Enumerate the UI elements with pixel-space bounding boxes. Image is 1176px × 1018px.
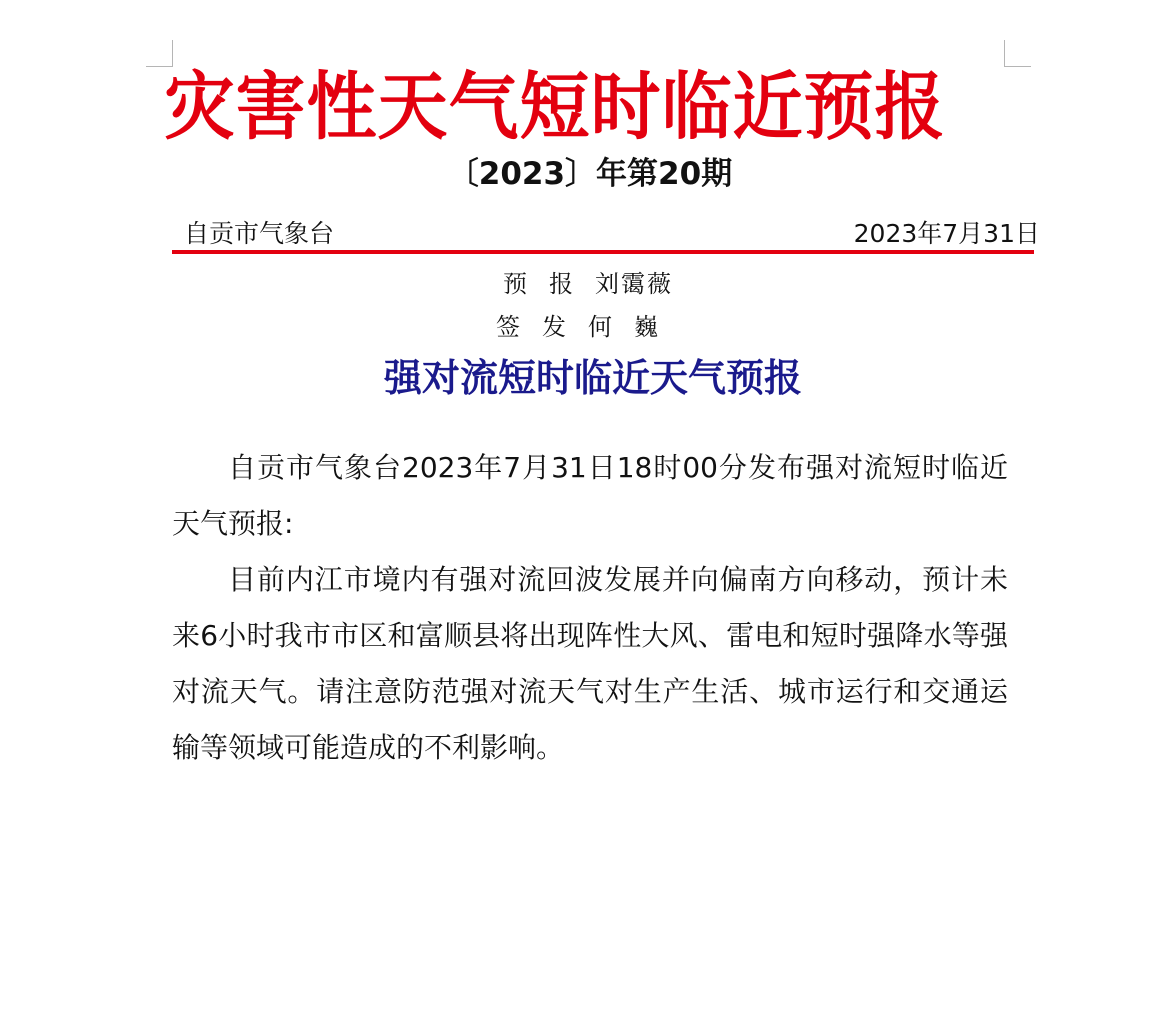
document-body [172,440,1008,776]
body-paragraph: 目前内江市境内有强对流回波发展并向偏南方向移动，预计未来6小时我市市区和富顺县将出现阵性大风、雷电和短时强降水等强对流天气。请注意防范强对流天气对生产生活、城市运行和交通运输等领域可能造成的不利影响。 [172,563,1008,764]
forecaster-line [400,268,776,300]
masthead-title: 灾害性天气短时临近预报 [164,63,946,151]
approver-line [400,311,776,343]
approver-label: 签发 [496,313,588,341]
body-paragraph: 自贡市气象台2023年7月31日18时00分发布强对流短时临近天气预报: [172,451,1008,540]
issuer-row [172,214,1040,254]
issue-number: 〔2023〕年第20期 [447,156,733,192]
header-divider [172,250,1034,254]
forecaster-name: 刘霭薇 [595,270,673,298]
forecaster-label: 预报 [503,270,595,298]
crop-mark-top-right [1004,40,1031,67]
issue-date: 2023年7月31日 [853,219,1040,248]
issuer-name: 自贡市气象台 [184,219,335,248]
document-title: 强对流短时临近天气预报 [383,356,802,400]
approver-name: 何巍 [588,313,680,341]
